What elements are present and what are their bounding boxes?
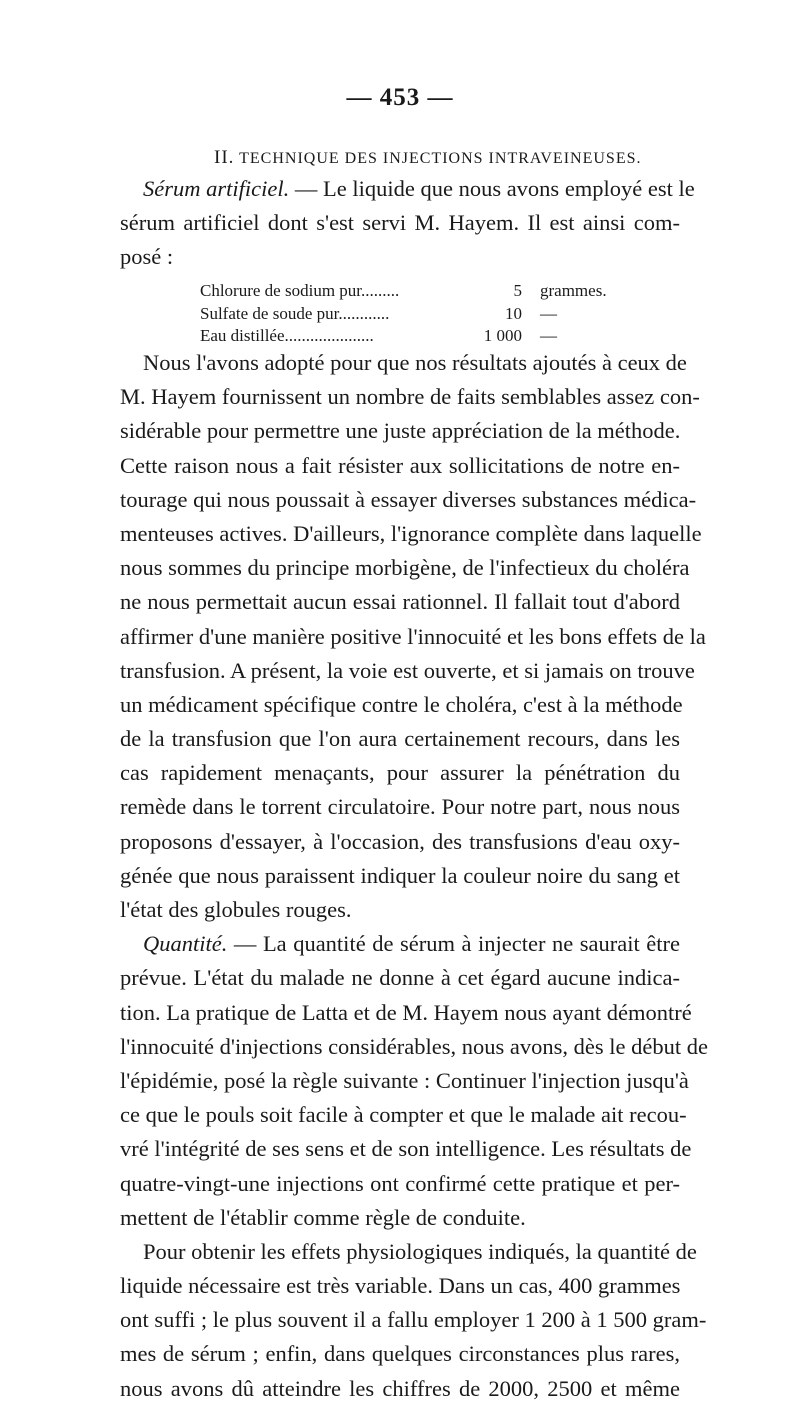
formula-ingredient: Chlorure de sodium pur.........: [200, 281, 400, 300]
page-number: — 453 —: [346, 84, 454, 111]
text-line: affirmer d'une manière positive l'innocuité et les bons effets de la: [120, 623, 706, 649]
formula-quantity: 10: [505, 303, 522, 323]
formula-ingredient: Eau distillée.....................: [200, 326, 374, 345]
text-line: menteuses actives. D'ailleurs, l'ignorance complète dans laquelle: [120, 520, 702, 546]
body-text: [120, 346, 708, 1406]
text-line: génée que nous paraissent indiquer la couleur noire du sang et: [120, 862, 680, 888]
text-line: l'état des globules rouges.: [120, 897, 352, 922]
text-line: Quantité. — La quantité de sérum à injecter ne saurait être: [143, 931, 680, 957]
formula-quantity: 5: [513, 281, 522, 300]
text-line: l'épidémie, posé la règle suivante : Continuer l'injection jusqu'à: [120, 1067, 689, 1093]
text-line: prévue. L'état du malade ne donne à cet égard aucune indica-: [120, 965, 680, 991]
text-line: l'innocuité d'injections considérables, nous avons, dès le début de: [120, 1033, 708, 1059]
formula-unit: —: [540, 326, 557, 345]
text-line: ont suffi ; le plus souvent il a fallu employer 1 200 à 1 500 gram-: [120, 1307, 707, 1333]
formula-unit: —: [540, 303, 557, 323]
text-line: sérum artificiel dont s'est servi M. Hayem. Il est ainsi com-: [120, 210, 680, 236]
intro-heading: Sérum artificiel.: [143, 176, 290, 201]
text-line: nous sommes du principe morbigène, de l'infectieux du choléra: [120, 555, 690, 581]
text-line: transfusion. A présent, la voie est ouverte, et si jamais on trouve: [120, 657, 695, 683]
text-line: de la transfusion que l'on aura certainement recours, dans les: [120, 726, 680, 752]
text-line: posé :: [120, 244, 174, 270]
text-line: cas rapidement menaçants, pour assurer la pénétration du: [120, 760, 680, 786]
formula-unit: grammes.: [540, 281, 607, 300]
formula-row: [200, 303, 620, 326]
text-line: tourage qui nous poussait à essayer diverses substances médica-: [120, 486, 697, 512]
text-line: ne nous permettait aucun essai rationnel. Il fallait tout d'abord: [120, 589, 680, 615]
quantity-heading: Quantité.: [143, 931, 228, 957]
text-line: mes de sérum ; enfin, dans quelques circonstances plus rares,: [120, 1341, 680, 1367]
text-line: Sérum artificiel. — Le liquide que nous avons employé est le: [143, 176, 695, 201]
text-line: M. Hayem fournissent un nombre de faits semblables assez con-: [120, 384, 700, 410]
text-line: proposons d'essayer, à l'occasion, des transfusions d'eau oxy-: [120, 828, 680, 854]
intro-paragraph: [120, 172, 695, 275]
formula-row: [200, 325, 620, 348]
text-line: sidérable pour permettre une juste appréciation de la méthode.: [120, 418, 681, 444]
formula-ingredient: Sulfate de soude pur............: [200, 303, 390, 323]
serum-formula: [200, 280, 620, 348]
text-line: un médicament spécifique contre le choléra, c'est à la méthode: [120, 691, 683, 717]
formula-row: [200, 280, 620, 303]
text-line: Pour obtenir les effets physiologiques indiqués, la quantité de: [143, 1238, 697, 1264]
formula-quantity: 1 000: [483, 326, 522, 345]
text-line: remède dans le torrent circulatoire. Pour notre part, nous nous: [120, 794, 680, 820]
text-line: mettent de l'établir comme règle de conduite.: [120, 1204, 526, 1230]
text-line: nous avons dû atteindre les chiffres de 2000, 2500 et même: [120, 1375, 680, 1401]
section-title: [214, 147, 641, 169]
section-numeral: II.: [214, 147, 235, 168]
text-line: Nous l'avons adopté pour que nos résultats ajoutés à ceux de: [143, 350, 687, 375]
text-line: liquide nécessaire est très variable. Dans un cas, 400 grammes: [120, 1273, 681, 1299]
text-line: Cette raison nous a fait résister aux sollicitations de notre en-: [120, 452, 680, 478]
text-line: ce que le pouls soit facile à compter et que le malade ait recou-: [120, 1102, 687, 1128]
text-line: quatre-vingt-une injections ont confirmé cette pratique et per-: [120, 1170, 680, 1196]
section-title-text: TECHNIQUE DES INJECTIONS INTRAVEINEUSES.: [239, 150, 642, 167]
text-line: vré l'intégrité de ses sens et de son intelligence. Les résultats de: [120, 1136, 692, 1162]
text-line: tion. La pratique de Latta et de M. Hayem nous ayant démontré: [120, 999, 692, 1025]
